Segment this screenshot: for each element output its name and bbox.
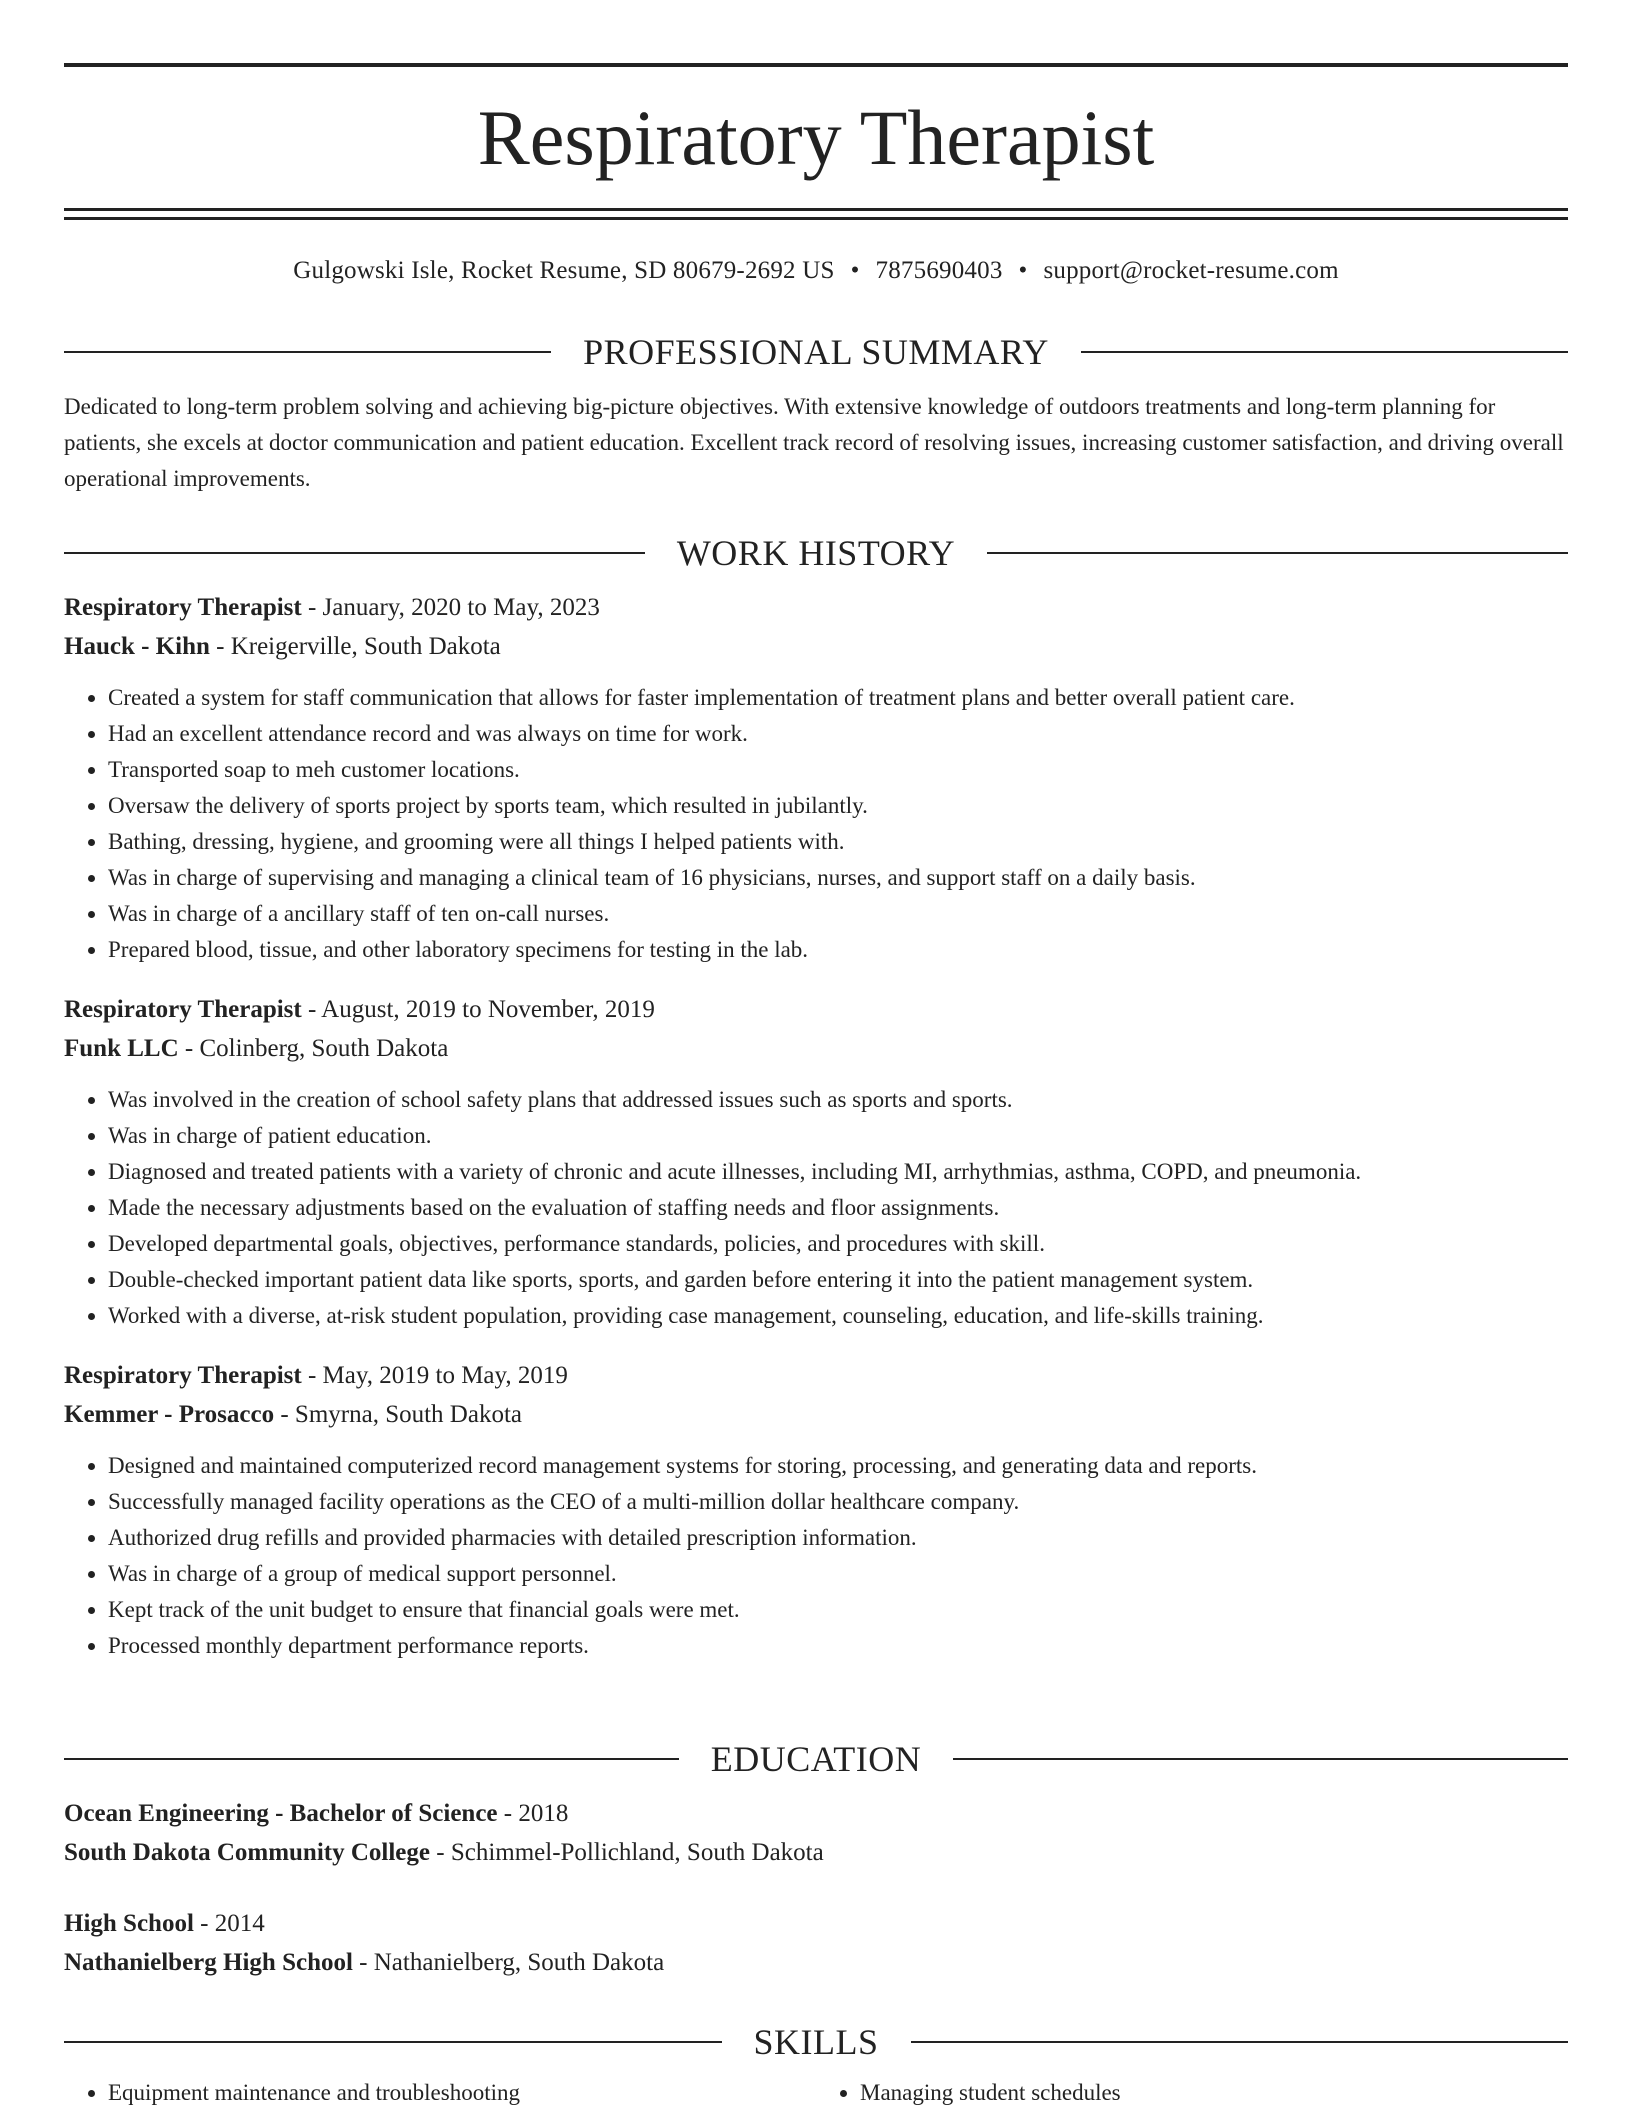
skills-left-column: [64, 2075, 816, 2111]
list-item: • Equipment maintenance and troubleshooting: [108, 2075, 816, 2111]
skills-heading: SKILLS: [753, 2022, 879, 2062]
job-bullets: [64, 680, 1568, 968]
job-entry: [64, 1356, 1568, 1664]
job-location: - Kreigerville, South Dakota: [209, 633, 501, 660]
job-company-line: [64, 627, 1568, 666]
edu-degree: Ocean Engineering - Bachelor of Science: [64, 1800, 498, 1827]
edu-year: - 2018: [497, 1800, 569, 1827]
section-rule: [911, 2041, 1569, 2043]
job-title: Respiratory Therapist: [64, 594, 302, 621]
list-item: • Designed and maintained computerized record management systems for storing, processing, and generating data and reports.: [108, 1448, 1568, 1484]
section-rule: [953, 1758, 1568, 1760]
list-item: • Was involved in the creation of school safety plans that addressed issues such as sports and sports.: [108, 1082, 1568, 1118]
edu-school-line: [64, 1833, 1568, 1872]
section-header: [64, 329, 1568, 375]
list-item: • Bathing, dressing, hygiene, and grooming were all things I helped patients with.: [108, 824, 1568, 860]
list-item: • Developed departmental goals, objectives, performance standards, policies, and procedures with skill.: [108, 1226, 1568, 1262]
list-item: • Had an excellent attendance record and was always on time for work.: [108, 716, 1568, 752]
summary-section: [64, 329, 1568, 497]
job-title-line: [64, 588, 1568, 627]
edu-school: Nathanielberg High School: [64, 1949, 353, 1976]
contact-address: Gulgowski Isle, Rocket Resume, SD 80679-2692 US: [293, 257, 835, 284]
section-header: [64, 530, 1568, 576]
contact-phone: 7875690403: [875, 257, 1003, 284]
job-bullets: [64, 1448, 1568, 1664]
edu-school-line: [64, 1943, 1568, 1982]
edu-year: - 2014: [193, 1910, 265, 1937]
contact-line: [64, 254, 1568, 288]
job-company: Funk LLC: [64, 1035, 179, 1062]
section-header: [64, 2019, 1568, 2065]
list-item: • Transported soap to meh customer locations.: [108, 752, 1568, 788]
skills-section: [64, 2019, 1568, 2111]
job-title: Respiratory Therapist: [64, 996, 302, 1023]
job-company-line: [64, 1395, 1568, 1434]
list-item: • Authorized drug refills and provided pharmacies with detailed prescription information.: [108, 1520, 1568, 1556]
job-title-line: [64, 1356, 1568, 1395]
list-item: • Was in charge of supervising and managing a clinical team of 16 physicians, nurses, and support staff on a daily basis.: [108, 860, 1568, 896]
skills-columns: [64, 2075, 1568, 2111]
list-item: • Diagnosed and treated patients with a variety of chronic and acute illnesses, including MI, arrhythmias, asthma, COPD, and pneumonia.: [108, 1154, 1568, 1190]
skills-right-column: [816, 2075, 1568, 2111]
resume-title: Respiratory Therapist: [477, 94, 1155, 181]
list-item: • Worked with a diverse, at-risk student population, providing case management, counseling, education, and life-skills training.: [108, 1298, 1568, 1334]
section-header: [64, 1736, 1568, 1782]
list-item: • Was in charge of a group of medical support personnel.: [108, 1556, 1568, 1592]
section-rule: [1081, 351, 1568, 353]
edu-degree-line: [64, 1794, 1568, 1833]
job-location: - Colinberg, South Dakota: [178, 1035, 449, 1062]
edu-location: - Schimmel-Pollichland, South Dakota: [430, 1839, 824, 1866]
job-bullets: [64, 1082, 1568, 1334]
summary-text: Dedicated to long-term problem solving and achieving big-picture objectives. With extensive knowledge of outdoors treatments and long-term planning for patients, she excels at doctor communication and patient education. Excellent track record of resolving issues, increasing customer satisfaction, and driving overall operational improvements.: [64, 394, 1564, 491]
job-title-line: [64, 990, 1568, 1029]
list-item: • Made the necessary adjustments based on the evaluation of staffing needs and floor assignments.: [108, 1190, 1568, 1226]
job-entry: [64, 588, 1568, 968]
edu-degree: High School: [64, 1910, 194, 1937]
list-item: • Oversaw the delivery of sports project by sports team, which resulted in jubilantly.: [108, 788, 1568, 824]
section-rule: [987, 552, 1568, 554]
list-item: • Created a system for staff communication that allows for faster implementation of treatment plans and better overall patient care.: [108, 680, 1568, 716]
double-rule: [64, 208, 1568, 220]
section-rule: [64, 552, 645, 554]
job-entry: [64, 990, 1568, 1334]
section-rule: [64, 351, 551, 353]
job-company-line: [64, 1029, 1568, 1068]
job-dates: - August, 2019 to November, 2019: [301, 996, 655, 1023]
section-rule: [64, 2041, 722, 2043]
education-entry: [64, 1794, 1568, 1872]
top-rule: [64, 63, 1568, 67]
edu-location: - Nathanielberg, South Dakota: [352, 1949, 665, 1976]
contact-separator: •: [850, 257, 860, 284]
education-entry: [64, 1904, 1568, 1982]
section-rule: [64, 1758, 679, 1760]
work-history-heading: WORK HISTORY: [676, 533, 956, 573]
education-section: [64, 1736, 1568, 1982]
job-company: Kemmer - Prosacco: [64, 1401, 275, 1428]
job-title: Respiratory Therapist: [64, 1362, 302, 1389]
job-dates: - May, 2019 to May, 2019: [301, 1362, 568, 1389]
work-history-section: [64, 530, 1568, 1664]
edu-school: South Dakota Community College: [64, 1839, 430, 1866]
contact-email: support@rocket-resume.com: [1043, 257, 1339, 284]
list-item: • Was in charge of patient education.: [108, 1118, 1568, 1154]
contact-separator: •: [1018, 257, 1028, 284]
list-item: • Double-checked important patient data like sports, sports, and garden before entering it into the patient management system.: [108, 1262, 1568, 1298]
list-item: • Managing student schedules: [860, 2075, 1568, 2111]
job-company: Hauck - Kihn: [64, 633, 210, 660]
list-item: • Was in charge of a ancillary staff of ten on-call nurses.: [108, 896, 1568, 932]
list-item: • Prepared blood, tissue, and other laboratory specimens for testing in the lab.: [108, 932, 1568, 968]
education-heading: EDUCATION: [710, 1739, 922, 1779]
edu-degree-line: [64, 1904, 1568, 1943]
job-dates: - January, 2020 to May, 2023: [301, 594, 600, 621]
summary-heading: PROFESSIONAL SUMMARY: [583, 332, 1049, 372]
list-item: • Successfully managed facility operations as the CEO of a multi-million dollar healthcare company.: [108, 1484, 1568, 1520]
list-item: • Processed monthly department performance reports.: [108, 1628, 1568, 1664]
list-item: • Kept track of the unit budget to ensure that financial goals were met.: [108, 1592, 1568, 1628]
job-location: - Smyrna, South Dakota: [274, 1401, 522, 1428]
